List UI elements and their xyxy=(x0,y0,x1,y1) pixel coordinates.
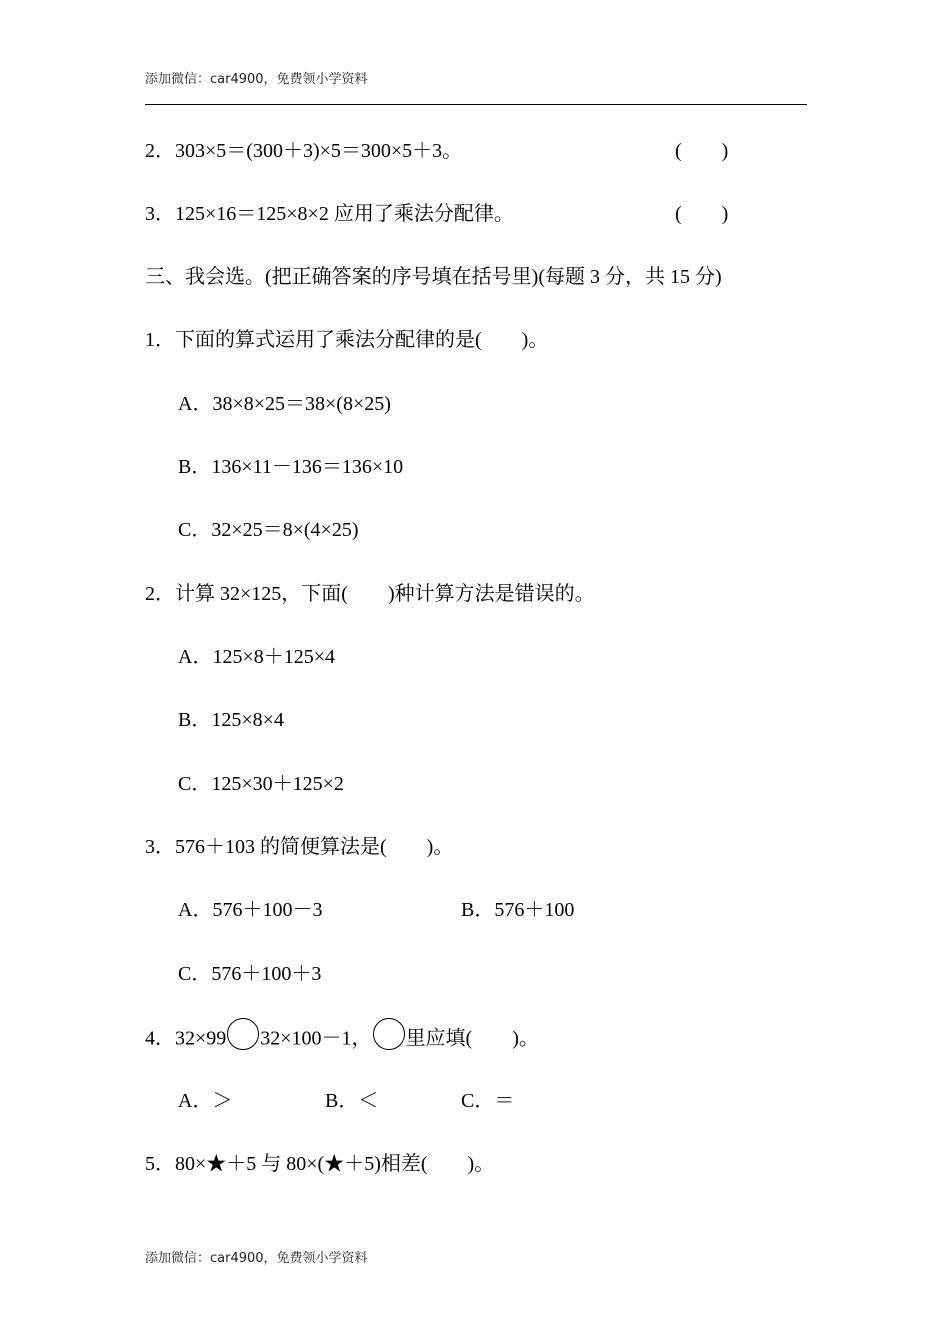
choice-q5-stem: 5．80×★＋5 与 80×(★＋5)相差( )。 xyxy=(145,1153,495,1175)
choice-q1-stem: 1．下面的算式运用了乘法分配律的是( )。 xyxy=(145,329,549,351)
choice-q4-option-c: C．＝ xyxy=(461,1090,515,1112)
choice-q3-stem: 3．576＋103 的简便算法是( )。 xyxy=(145,836,454,858)
choice-q1-option-c: C．32×25＝8×(4×25) xyxy=(178,519,359,541)
choice-q2-option-c: C．125×30＋125×2 xyxy=(178,773,344,795)
choice-q4-option-b: B．＜ xyxy=(325,1090,379,1112)
section3-title: 三、我会选。(把正确答案的序号填在括号里)(每题 3 分，共 15 分) xyxy=(145,266,722,288)
judge-q3-answer-blank: ( ) xyxy=(675,203,729,225)
page-footer: 添加微信：car4900，免费领小学资料 xyxy=(145,1251,368,1266)
choice-q4-stem-part3: 里应填( )。 xyxy=(405,1027,539,1050)
judge-q3-text: 3．125×16＝125×8×2 应用了乘法分配律。 xyxy=(145,203,514,225)
header-rule xyxy=(145,104,807,105)
choice-q4-stem-part1: 4．32×99 xyxy=(145,1027,227,1050)
choice-q2-stem: 2．计算 32×125，下面( )种计算方法是错误的。 xyxy=(145,583,595,605)
choice-q4-stem-part2: 32×100－1， xyxy=(260,1027,372,1050)
choice-q2-option-b: B．125×8×4 xyxy=(178,709,284,731)
choice-q4-stem xyxy=(145,1024,539,1056)
choice-q4-option-a: A．＞ xyxy=(178,1090,233,1112)
choice-q3-option-c: C．576＋100＋3 xyxy=(178,963,322,985)
judge-q2-answer-blank: ( ) xyxy=(675,140,729,162)
page-header: 添加微信：car4900，免费领小学资料 xyxy=(145,72,368,87)
choice-q2-option-a: A．125×8＋125×4 xyxy=(178,646,336,668)
compare-circle-icon xyxy=(373,1018,405,1050)
choice-q3-option-a: A．576＋100－3 xyxy=(178,899,323,921)
choice-q3-option-b: B．576＋100 xyxy=(461,899,575,921)
choice-q1-option-b: B．136×11－136＝136×10 xyxy=(178,456,404,478)
choice-q1-option-a: A．38×8×25＝38×(8×25) xyxy=(178,393,391,415)
compare-circle-icon xyxy=(227,1018,259,1050)
judge-q2-text: 2．303×5＝(300＋3)×5＝300×5＋3。 xyxy=(145,140,463,162)
